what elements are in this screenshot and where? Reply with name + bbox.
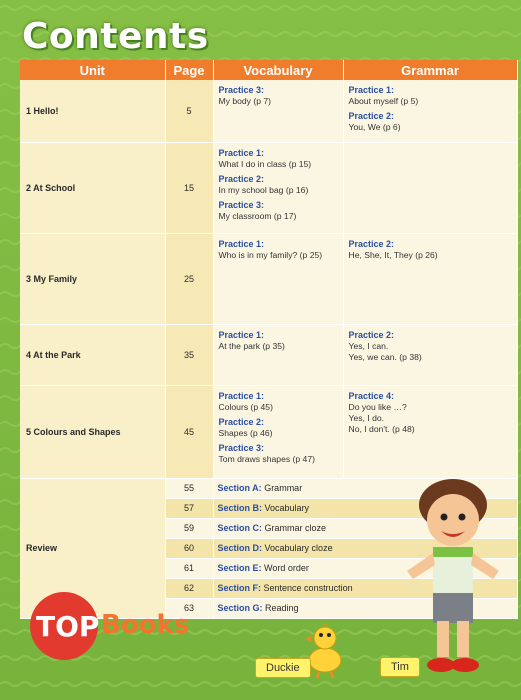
unit-row (20, 80, 517, 142)
grammar-cell (343, 233, 517, 324)
unit-page-number: 15 (165, 142, 213, 233)
header-grammar: Grammar (343, 60, 517, 80)
unit-title: 3 My Family (20, 233, 165, 324)
practice-item (219, 85, 338, 107)
review-section-label: Section A: (217, 483, 262, 493)
grammar-cell (343, 142, 517, 233)
practice-item (219, 174, 338, 196)
practice-text: Yes, I can. Yes, we can. (p 38) (348, 340, 422, 362)
unit-row (20, 142, 517, 233)
grammar-cell (343, 324, 517, 385)
wave-line (0, 6, 521, 10)
unit-page-number: 35 (165, 324, 213, 385)
practice-item (219, 200, 338, 222)
unit-title: 4 At the Park (20, 324, 165, 385)
practice-label: Practice 2: (218, 173, 265, 184)
grammar-cell (343, 80, 517, 142)
practice-text: Who is in my family? (p 25) (218, 249, 323, 260)
header-vocabulary: Vocabulary (213, 60, 343, 80)
practice-item (219, 239, 338, 261)
practice-item (349, 391, 512, 435)
practice-label: Practice 2: (348, 238, 395, 249)
duckie-name-tag: Duckie (255, 658, 311, 678)
practice-label: Practice 1: (218, 390, 265, 401)
review-section-label: Section D: (217, 543, 263, 553)
vocabulary-cell (213, 142, 343, 233)
practice-item (219, 330, 338, 352)
unit-page-number: 5 (165, 80, 213, 142)
unit-page-number: 25 (165, 233, 213, 324)
practice-label: Practice 3: (218, 85, 265, 95)
review-section-text: Grammar (264, 483, 303, 493)
review-section-text: Grammar cloze (264, 523, 327, 533)
practice-label: Practice 2: (348, 111, 395, 121)
unit-row (20, 385, 517, 478)
practice-text: He, She, It, They (p 26) (348, 249, 438, 260)
header-unit: Unit (20, 60, 165, 80)
tim-illustration (395, 475, 507, 680)
review-page-number: 62 (165, 578, 213, 598)
practice-text: My classroom (p 17) (218, 210, 297, 221)
practice-item (219, 391, 338, 413)
tim-name-tag: Tim (380, 657, 420, 677)
vocabulary-cell (213, 233, 343, 324)
practice-label: Practice 1: (218, 238, 265, 249)
watermark-books-text: Books (101, 610, 190, 640)
practice-text: In my school bag (p 16) (218, 184, 309, 195)
practice-label: Practice 2: (348, 329, 395, 340)
unit-title: 2 At School (20, 142, 165, 233)
practice-text: Colours (p 45) (218, 401, 273, 412)
practice-text: Tom draws shapes (p 47) (218, 453, 315, 464)
unit-page-number: 45 (165, 385, 213, 478)
vocabulary-cell (213, 80, 343, 142)
practice-item (219, 417, 338, 439)
practice-text: My body (p 7) (218, 96, 272, 106)
practice-item (349, 330, 512, 363)
unit-title: 5 Colours and Shapes (20, 385, 165, 478)
review-section-label: Section E: (217, 563, 262, 573)
review-section-label: Section B: (217, 503, 263, 513)
watermark-top-text: TOP (36, 610, 100, 643)
vocabulary-cell (213, 324, 343, 385)
grammar-cell (343, 385, 517, 478)
practice-label: Practice 4: (348, 390, 395, 401)
review-page-number: 57 (165, 498, 213, 518)
practice-text: What I do in class (p 15) (218, 158, 312, 169)
practice-text: Do you like …? Yes, I do. No, I don't. (p 48) (348, 401, 415, 434)
practice-label: Practice 1: (348, 85, 395, 95)
review-section-text: Vocabulary (264, 503, 310, 513)
practice-text: You, We (p 6) (348, 122, 401, 132)
wave-line (0, 682, 521, 686)
header-row (20, 60, 517, 80)
review-section-label: Section C: (217, 523, 263, 533)
practice-item (349, 239, 512, 261)
practice-label: Practice 3: (218, 199, 265, 210)
vocabulary-cell (213, 385, 343, 478)
unit-title: 1 Hello! (20, 80, 165, 142)
review-page-number: 60 (165, 538, 213, 558)
review-page-number: 59 (165, 518, 213, 538)
practice-text: About myself (p 5) (348, 96, 419, 106)
review-section-text: Reading (265, 603, 299, 613)
practice-item (219, 148, 338, 170)
review-section-text: Sentence construction (263, 583, 353, 593)
review-section-label: Section G: (217, 603, 263, 613)
practice-text: Shapes (p 46) (218, 427, 273, 438)
unit-row (20, 324, 517, 385)
practice-label: Practice 3: (218, 442, 265, 453)
review-page-number: 55 (165, 478, 213, 498)
review-page-number: 63 (165, 598, 213, 618)
practice-label: Practice 2: (218, 416, 265, 427)
practice-item (349, 111, 512, 133)
topbooks-watermark (8, 590, 218, 660)
review-page-number: 61 (165, 558, 213, 578)
review-section-text: Vocabulary cloze (264, 543, 333, 553)
practice-label: Practice 1: (218, 329, 265, 340)
practice-text: At the park (p 35) (218, 340, 285, 351)
practice-item (349, 85, 512, 107)
practice-label: Practice 1: (218, 147, 265, 158)
review-section-label: Section F: (217, 583, 262, 593)
unit-row (20, 233, 517, 324)
review-section-text: Word order (264, 563, 309, 573)
header-page: Page (165, 60, 213, 80)
practice-item (219, 443, 338, 465)
page-title: Contents (22, 16, 209, 57)
review-title: Review (20, 478, 165, 618)
